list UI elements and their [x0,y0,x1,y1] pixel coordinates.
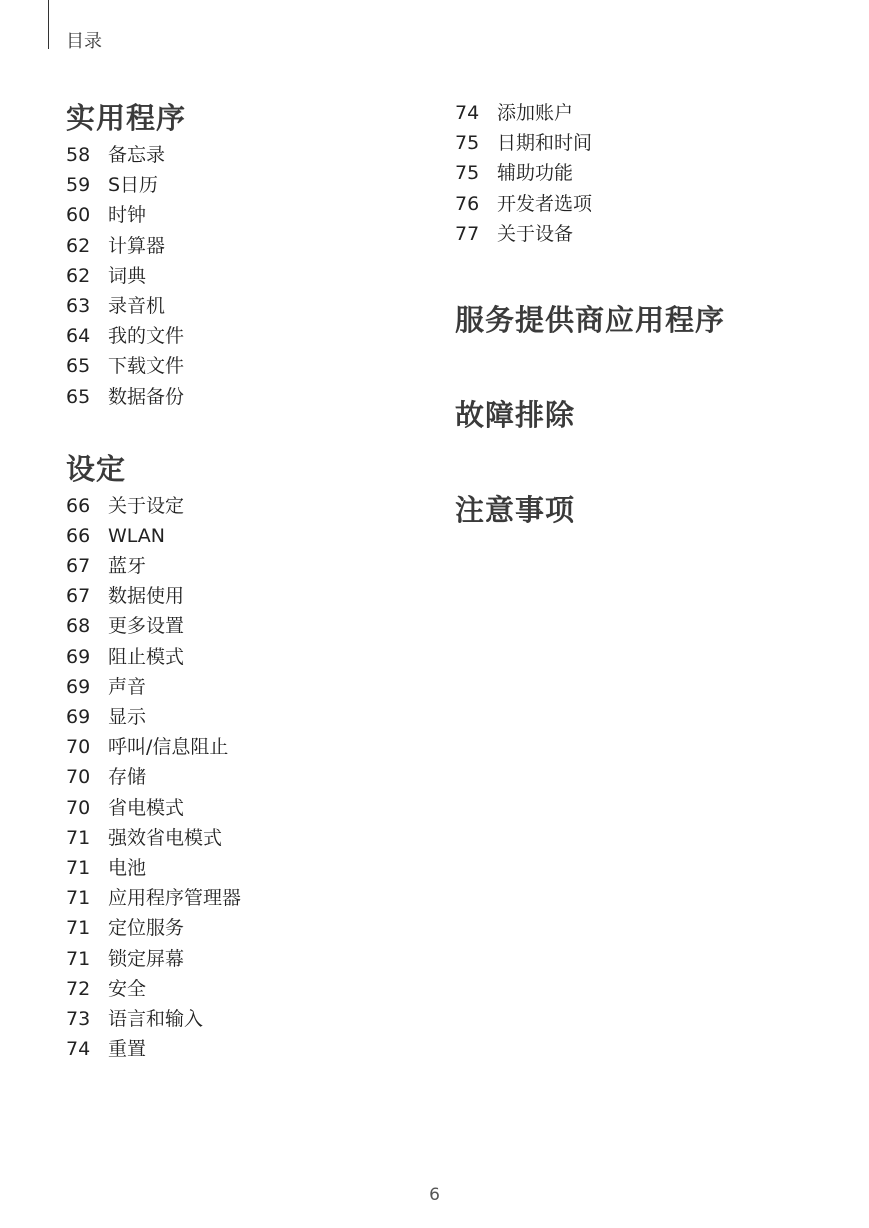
entry-label: 下载文件 [108,355,185,378]
settings-continued-entries [455,98,815,249]
toc-entry[interactable] [66,883,426,913]
page-number: 74 [66,1038,91,1061]
toc-entry[interactable] [66,702,426,732]
entry-label: 数据使用 [108,585,185,608]
section-title-settings[interactable]: 设定 [66,451,127,486]
page-number: 70 [66,796,91,819]
page-number: 71 [66,826,91,849]
toc-entry[interactable] [66,853,426,883]
entry-label: 应用程序管理器 [108,887,242,910]
page-number: 71 [66,887,91,910]
footer-page-number: 6 [429,1185,440,1205]
page-number: 69 [66,675,91,698]
page-number: 70 [66,736,91,759]
entry-label: WLAN [108,524,166,547]
section-title-utilities[interactable]: 实用程序 [66,101,187,135]
toc-entry[interactable] [66,672,426,702]
toc-entry[interactable] [66,1034,426,1064]
toc-entry[interactable] [66,611,426,641]
toc-entry[interactable] [66,1004,426,1034]
toc-left-column [66,100,426,1064]
entry-label: 呼叫/信息阻止 [108,736,229,759]
page-number: 73 [66,1007,91,1030]
entry-label: 声音 [108,675,147,698]
page-number: 72 [66,977,91,1000]
toc-entry[interactable] [66,551,426,581]
utilities-entries [66,140,426,412]
page-number: 62 [66,234,91,257]
entry-label: 添加账户 [497,102,574,124]
page-number: 64 [66,325,91,348]
toc-entry[interactable] [455,158,815,188]
page-number: 71 [66,947,91,970]
entry-label: 存储 [108,766,147,789]
page-number: 67 [66,555,91,578]
toc-entry[interactable] [66,382,426,412]
page-number: 63 [66,294,91,317]
page-number: 68 [66,615,91,638]
toc-entry[interactable] [66,321,426,351]
toc-entry[interactable] [66,491,426,521]
page-number: 75 [455,162,480,185]
entry-label: 显示 [108,706,147,728]
toc-entry[interactable] [66,944,426,974]
section-title-carrier-apps[interactable]: 服务提供商应用程序 [455,302,726,337]
toc-entry[interactable] [66,974,426,1004]
toc-entry[interactable] [66,351,426,381]
entry-label: 我的文件 [108,325,185,348]
page-number: 69 [66,706,91,728]
page-number: 62 [66,264,91,287]
entry-label: 省电模式 [108,796,185,819]
toc-entry[interactable] [66,291,426,321]
entry-label: 更多设置 [108,615,185,638]
toc-entry[interactable] [66,732,426,762]
page-number: 58 [66,144,91,166]
entry-label: 重置 [108,1038,147,1061]
section-title-troubleshooting[interactable]: 故障排除 [455,397,576,432]
entry-label: 数据备份 [108,385,185,408]
entry-label: 关于设备 [497,222,574,245]
entry-label: 锁定屏幕 [108,947,185,970]
toc-entry[interactable] [455,128,815,158]
page-number: 76 [455,192,480,215]
entry-label: 开发者选项 [497,192,593,215]
page-number: 74 [455,102,480,124]
entry-label: 阻止模式 [108,645,185,668]
toc-entry[interactable] [455,189,815,219]
entry-label: 备忘录 [108,144,166,166]
toc-entry[interactable] [66,581,426,611]
page-number: 59 [66,174,91,197]
entry-label: 语言和输入 [108,1007,204,1030]
entry-label: 定位服务 [108,917,185,940]
page-number: 75 [455,132,480,155]
toc-entry[interactable] [66,762,426,792]
page-number: 66 [66,524,91,547]
entry-label: 辅助功能 [497,162,574,185]
entry-label: S日历 [108,174,159,197]
page-number: 69 [66,645,91,668]
toc-entry[interactable] [66,521,426,551]
entry-label: 时钟 [108,204,147,227]
entry-label: 词典 [108,264,147,287]
toc-entry[interactable] [66,170,426,200]
toc-entry[interactable] [66,642,426,672]
toc-entry[interactable] [66,823,426,853]
toc-entry[interactable] [66,793,426,823]
toc-entry[interactable] [66,200,426,230]
entry-label: 关于设定 [108,494,185,517]
toc-entry[interactable] [66,261,426,291]
toc-entry[interactable] [455,98,815,128]
page-number: 77 [455,222,480,245]
page-number: 66 [66,494,91,517]
page-number: 65 [66,355,91,378]
header-label: 目录 [66,31,102,52]
section-title-precautions[interactable]: 注意事项 [455,492,576,527]
entry-label: 蓝牙 [108,555,147,578]
header-divider [48,0,49,49]
entry-label: 日期和时间 [497,132,593,155]
entry-label: 计算器 [108,234,166,257]
toc-entry[interactable] [66,231,426,261]
toc-entry[interactable] [66,140,426,170]
settings-entries [66,491,426,1065]
page-number: 71 [66,856,91,879]
toc-right-column [455,100,815,528]
entry-label: 录音机 [108,294,166,317]
entry-label: 电池 [108,856,147,879]
page-number: 65 [66,385,91,408]
page-number: 67 [66,585,91,608]
entry-label: 强效省电模式 [108,826,223,849]
page-number: 71 [66,917,91,940]
entry-label: 安全 [108,977,147,1000]
toc-entry[interactable] [66,913,426,943]
page-number: 60 [66,204,91,227]
page-number: 70 [66,766,91,789]
toc-entry[interactable] [455,219,815,249]
